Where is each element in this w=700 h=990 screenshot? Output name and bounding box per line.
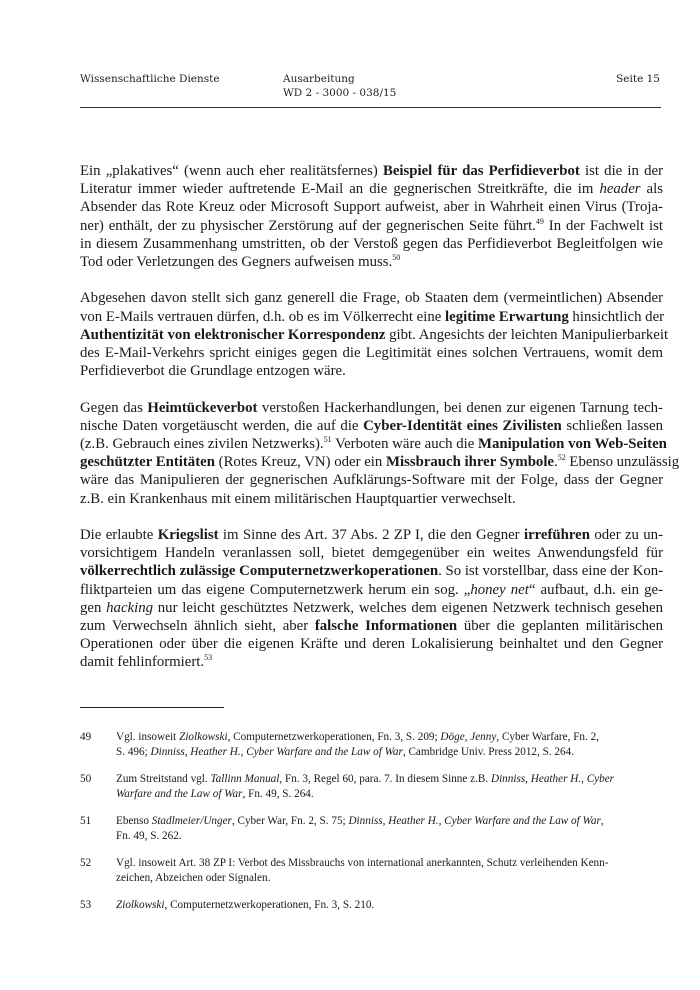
text-line: Die erlaubte Kriegslist im Sinne des Art. 37 Abs. 2 ZP I, die den Gegner irreführen oder zu un- xyxy=(80,527,664,544)
footnote-line: Fn. 49, S. 262. xyxy=(116,829,182,842)
text-line: z.B. ein Krankenhaus mit einem militärischen Hauptquartier verwechselt. xyxy=(80,490,516,507)
text-line: gen hacking nur leicht geschütztes Netzwerk, welches dem eigenen Netzwerk technisch gesehen xyxy=(80,599,663,616)
text-line: (z.B. Gebrauch eines zivilen Netzwerks).$^{51}$ Verboten wäre auch die Manipulation von Web-Seiten xyxy=(80,435,667,453)
footnote-ref-51[interactable]: 51 xyxy=(323,435,332,445)
text-line: Operationen oder über die eigenen Kräfte und deren Lokalisierung beinhaltet und den Gegner xyxy=(80,636,663,653)
text-line: Literatur immer wieder auftretende E-Mail an die gegnerischen Streitkräfte, die im header als xyxy=(80,181,663,198)
text-line: in diesem Zusammenhang umstritten, ob der Verstoß gegen das Perfidieverbot Begleitfolgen wie xyxy=(80,235,663,252)
text-line: nische Daten vorgetäuscht werden, die auf die Cyber-Identität eines Zivilisten schließen lassen xyxy=(80,417,663,434)
footnote-number: 53 xyxy=(80,899,92,911)
text-line: Gegen das Heimtückeverbot verstoßen Hackerhandlungen, bei denen zur eigenen Tarnung tech- xyxy=(80,399,663,416)
footnote-line: Vgl. insoweit Art. 38 ZP I: Verbot des Missbrauchs von international anerkannten, Schutz verleihenden Kenn- xyxy=(116,857,609,869)
header-institution: Wissenschaftliche Dienste xyxy=(80,73,220,85)
text-line: völkerrechtlich zulässige Computernetzwerkoperationen. So ist vorstellbar, dass eine der Kon- xyxy=(80,563,664,580)
footnote-number: 49 xyxy=(80,731,92,743)
text-line: Tod oder Verletzungen des Gegners aufweisen muss.$^{50}$ xyxy=(80,253,401,271)
header-doc-number: WD 2 - 3000 - 038/15 xyxy=(283,87,397,99)
footnote-number: 50 xyxy=(80,773,92,785)
header-divider xyxy=(80,107,661,108)
text-line: Abgesehen davon stellt sich ganz generell die Frage, ob Staaten dem (vermeintlichen) Absender xyxy=(80,290,663,307)
paragraph-perfidy-example xyxy=(80,162,663,271)
paragraph-treachery-ban xyxy=(80,399,680,508)
text-line: ner) enthält, der zu physischer Zerstörung auf der gegnerischen Seite führt.$^{49}$ In der Fachwelt ist xyxy=(80,216,663,234)
footnote-ref-52[interactable]: 52 xyxy=(557,453,566,463)
header-document-type xyxy=(283,72,396,100)
text-line: damit fehlinformiert.$^{53}$ xyxy=(80,653,213,671)
footnote-line: Ziolkowski, Computernetzwerkoperationen, Fn. 3, S. 210. xyxy=(116,899,375,911)
footnote-line: Warfare and the Law of War, Fn. 49, S. 264. xyxy=(116,787,314,800)
text-line: wäre das Manipulieren der gegnerischen Aufklärungs-Software mit der Folge, dass der Gegner xyxy=(80,472,663,489)
footnote-line: zeichen, Abzeichen oder Signalen. xyxy=(116,871,271,884)
footnotes xyxy=(80,730,663,926)
footnote-51 xyxy=(80,814,663,843)
footnote-53 xyxy=(80,898,663,913)
text-line: Absender das Rote Kreuz oder Microsoft Support aufweist, aber in Wahrheit einen Virus (Troja- xyxy=(80,199,663,216)
footnote-ref-50[interactable]: 50 xyxy=(392,253,401,263)
footnote-ref-53[interactable]: 53 xyxy=(204,653,213,663)
footnote-separator xyxy=(80,707,224,708)
text-line: fliktparteien um das eigene Computernetzwerk herum ein sog. „honey net“ aufbaut, d.h. ein ge- xyxy=(80,581,664,598)
text-line: geschützter Entitäten (Rotes Kreuz, VN) oder ein Missbrauch ihrer Symbole.$^{52}$ Ebenso unzulässig xyxy=(80,453,680,471)
header-page-number: Seite 15 xyxy=(616,73,660,85)
text-line: zum Verwechseln ähnlich sieht, aber falsche Informationen über die geplanten militärischen xyxy=(80,618,663,635)
footnote-49 xyxy=(80,730,663,759)
footnote-number: 52 xyxy=(80,857,92,869)
footnote-line: Ebenso Stadlmeier/Unger, Cyber War, Fn. 2, S. 75; Dinniss, Heather H., Cyber Warfare and the Law of War, xyxy=(116,815,604,827)
text-line: des E-Mail-Verkehrs spricht einiges gegen die Legitimität eines solchen Vertrauens, womit dem xyxy=(80,345,663,362)
text-line: Authentizität von elektronischer Korrespondenz gibt. Angesichts der leichten Manipulierbarkeit xyxy=(80,326,669,343)
footnote-ref-49[interactable]: 49 xyxy=(535,216,544,226)
header-doc-label: Ausarbeitung xyxy=(283,73,355,85)
footnote-number: 51 xyxy=(80,815,92,827)
footnote-50 xyxy=(80,772,663,801)
text-line: Perfidieverbot die Grundlage entzogen wäre. xyxy=(80,363,346,380)
body-text xyxy=(80,162,680,690)
footnote-line: Zum Streitstand vgl. Tallinn Manual, Fn. 3, Regel 60, para. 7. In diesem Sinne z.B. Dinniss, Heather H., Cyber xyxy=(116,773,615,785)
text-line: vorsichtigem Handeln veranlassen soll, bietet demgegenüber ein weites Anwendungsfeld für xyxy=(80,545,663,562)
paragraph-email-trust xyxy=(80,289,669,380)
text-line: von E-Mails vertrauen dürfen, d.h. ob es im Völkerrecht eine legitime Erwartung hinsichtlich der xyxy=(80,308,665,325)
footnote-line: Vgl. insoweit Ziolkowski, Computernetzwerkoperationen, Fn. 3, S. 209; Döge, Jenny, Cyber Warfare, Fn. 2, xyxy=(116,731,600,743)
paragraph-ruse-of-war xyxy=(80,526,663,672)
footnote-52 xyxy=(80,856,663,885)
text-line: Ein „plakatives“ (wenn auch eher realitätsfernes) Beispiel für das Perfidieverbot ist die in der xyxy=(80,163,663,179)
footnote-line: S. 496; Dinniss, Heather H., Cyber Warfare and the Law of War, Cambridge Univ. Press 2012, S. 264. xyxy=(116,745,574,758)
